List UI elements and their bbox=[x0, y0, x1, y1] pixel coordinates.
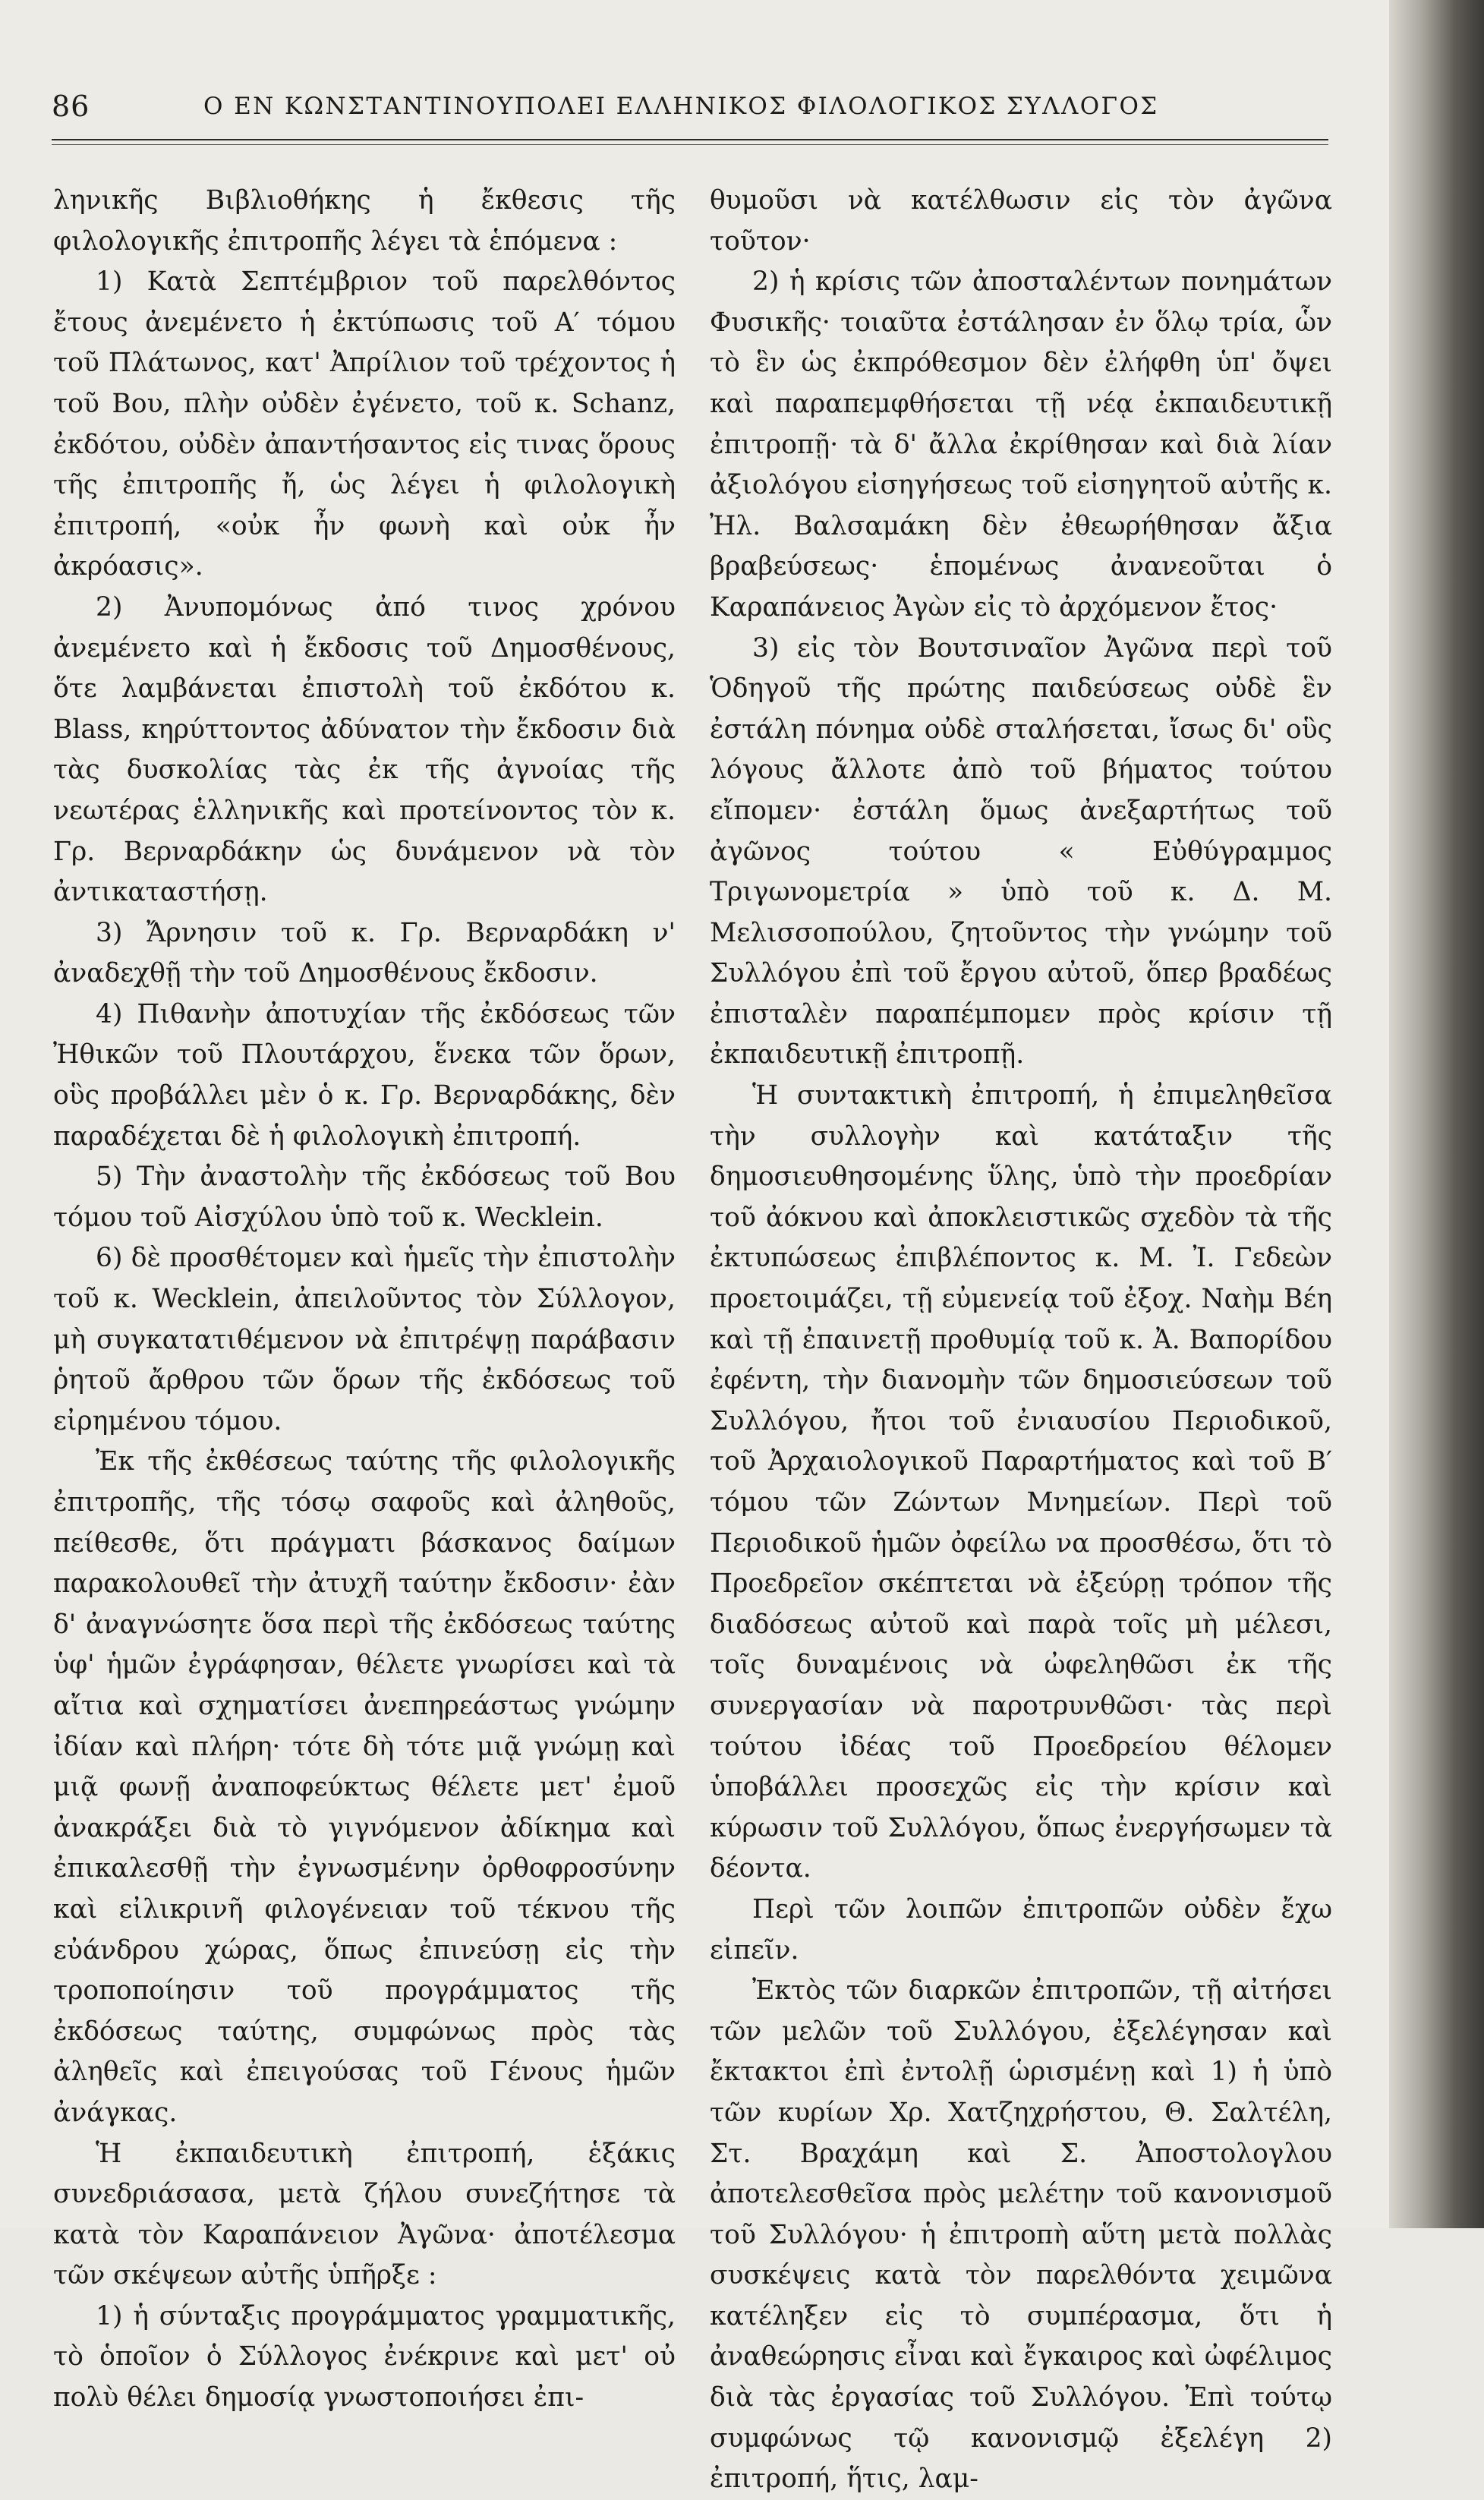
paragraph: θυμοῦσι νὰ κατέλθωσιν εἰς τὸν ἀγῶνα τοῦτον· bbox=[710, 185, 1332, 257]
paragraph: Ἐκτὸς τῶν διαρκῶν ἐπιτροπῶν, τῇ αἰτήσει τῶν μελῶν τοῦ Συλλόγου, ἐξελέγησαν καὶ ἔκτακτοι ἐπὶ ἐντολῇ ὡρισμένῃ καὶ 1) ἡ ὑπὸ τῶν κυρίων Χρ. Χατζηχρήστου, Θ. Σαλτέλη, Στ. Βραχάμη καὶ Σ. Ἀποστολογλου ἀποτελεσθεῖσα πρὸς μελέτην τοῦ κανονισμοῦ τοῦ Συλλόγου· ἡ ἐπιτροπὴ αὕτη μετὰ πολλὰς συσκέψεις κατὰ τὸν παρελθόντα χειμῶνα κατέληξεν εἰς τὸ συμπέρασμα, ὅτι ἡ ἀναθεώρησις εἶναι καὶ ἔγκαιρος καὶ ὠφέλιμος διὰ τὰς ἐργασίας τοῦ Συλλόγου. Ἐπὶ τούτῳ συμφώνως τῷ κανονισμῷ ἐξελέγη 2) ἐπιτροπή, ἥτις, λαμ- bbox=[710, 1975, 1332, 2495]
paragraph: Ἡ συντακτικὴ ἐπιτροπή, ἡ ἐπιμεληθεῖσα τὴν συλλογὴν καὶ κατάταξιν τῆς δημοσιευθησομένης ὕλης, ὑπὸ τὴν προεδρίαν τοῦ ἀόκνου καὶ ἀποκλειστικῶς σχεδὸν τὰ τῆς ἐκτυπώσεως ἐπιβλέποντος κ. Μ. Ἰ. Γεδεὼν προετοιμάζει, τῇ εὐμενείᾳ τοῦ ἐξοχ. Ναὴμ Βέη καὶ τῇ ἐπαινετῇ προθυμίᾳ τοῦ κ. Ἀ. Βαπορίδου ἐφέντη, τὴν διανομὴν τῶν δημοσιεύσεων τοῦ Συλλόγου, ἤτοι τοῦ ἐνιαυσίου Περιοδικοῦ, τοῦ Ἀρχαιολογικοῦ Παραρτήματος καὶ τοῦ Β′ τόμου τῶν Ζώντων Μνημείων. Περὶ τοῦ Περιοδικοῦ ἡμῶν ὀφείλω να προσθέσω, ὅτι τὸ Προεδρεῖον σκέπτεται νὰ ἐξεύρῃ τρόπον τῆς διαδόσεως αὐτοῦ καὶ παρὰ τοῖς μὴ μέλεσι, τοῖς δυναμένοις νὰ ὠφεληθῶσι ἐκ τῆς συνεργασίαν νὰ παροτρυνθῶσι· τὰς περὶ τούτου ἰδέας τοῦ Προεδρείου θέλομεν ὑποβάλλει προσεχῶς εἰς τὴν κρίσιν καὶ κύρωσιν τοῦ Συλλόγου, ὅπως ἐνεργήσωμεν τὰ δέοντα. bbox=[710, 1080, 1332, 1884]
paragraph: 4) Πιθανὴν ἀποτυχίαν τῆς ἐκδόσεως τῶν Ἠθικῶν τοῦ Πλουτάρχου, ἕνεκα τῶν ὅρων, οὓς προβάλλει μὲν ὁ κ. Γρ. Βερναρδάκης, δὲν παραδέχεται δὲ ἡ φιλολογικὴ ἐπιτροπή. bbox=[53, 998, 676, 1152]
right-column bbox=[710, 181, 1332, 2500]
paragraph: Ἐκ τῆς ἐκθέσεως ταύτης τῆς φιλολογικῆς ἐπιτροπῆς, τῆς τόσῳ σαφοῦς καὶ ἀληθοῦς, πείθεσθε, ὅτι πράγματι βάσκανος δαίμων παρακολουθεῖ τὴν ἀτυχῆ ταύτην ἔκδοσιν· ἐὰν δ' ἀναγνώσητε ὅσα περὶ τῆς ἐκδόσεως ταύτης ὑφ' ἡμῶν ἐγράφησαν, θέλετε γνωρίσει καὶ τὰ αἴτια καὶ σχηματίσει ἀνεπηρεάστως γνώμην ἰδίαν καὶ πλήρη· τότε δὴ τότε μιᾷ γνώμῃ καὶ μιᾷ φωνῇ ἀναποφεύκτως θέλετε μετ' ἐμοῦ ἀνακράξει διὰ τὸ γιγνόμενον ἀδίκημα καὶ ἐπικαλεσθῇ τὴν ἐγνωσμένην ὀρθοφροσύνην καὶ εἰλικρινῆ φιλογένειαν τοῦ τέκνου τῆς εὐάνδρου χώρας, ὅπως ἐπινεύσῃ εἰς τὴν τροποποίησιν τοῦ προγράμματος τῆς ἐκδόσεως ταύτης, συμφώνως πρὸς τὰς ἀληθεῖς καὶ ἐπειγούσας τοῦ Γένους ἡμῶν ἀνάγκας. bbox=[53, 1446, 676, 2128]
paragraph: 6) δὲ προσθέτομεν καὶ ἡμεῖς τὴν ἐπιστολὴν τοῦ κ. Wecklein, ἀπειλοῦντος τὸν Σύλλογον, μὴ συγκατατιθέμενον νὰ ἐπιτρέψῃ παράβασιν ῥητοῦ ἄρθρου τῶν ὅρων τῆς ἐκδόσεως τοῦ εἰρημένου τόμου. bbox=[53, 1243, 676, 1436]
paragraph: 3) εἰς τὸν Βουτσιναῖον Ἀγῶνα περὶ τοῦ Ὁδηγοῦ τῆς πρώτης παιδεύσεως οὐδὲ ἓν ἐστάλη πόνημα οὐδὲ σταλήσεται, ἴσως δι' οὓς λόγους ἄλλοτε ἀπὸ τοῦ βήματος τούτου εἴπομεν· ἐστάλη ὅμως ἀνεξαρτήτως τοῦ ἀγῶνος τούτου « Εὐθύγραμμος Τριγωνομετρία » ὑπὸ τοῦ κ. Δ. Μ. Μελισσοπούλου, ζητοῦντος τὴν γνώμην τοῦ Συλλόγου ἐπὶ τοῦ ἔργου αὐτοῦ, ὅπερ βραδέως ἐπισταλὲν παραπέμπομεν πρὸς κρίσιν τῇ ἐκπαιδευτικῇ ἐπιτροπῇ. bbox=[710, 632, 1332, 1070]
paragraph: Περὶ τῶν λοιπῶν ἐπιτροπῶν οὐδὲν ἔχω εἰπεῖν. bbox=[710, 1893, 1332, 1966]
paragraph: Ἡ ἐκπαιδευτικὴ ἐπιτροπή, ἑξάκις συνεδριάσασα, μετὰ ζήλου συνεζήτησε τὰ κατὰ τὸν Καραπάνειον Ἀγῶνα· ἀποτέλεσμα τῶν σκέψεων αὐτῆς ὑπῆρξε : bbox=[53, 2138, 676, 2291]
journal-title: Ο ΕΝ ΚΩΝΣΤΑΝΤΙΝΟΥΠΟΛΕΙ ΕΛΛΗΝΙΚΟΣ ΦΙΛΟΛΟΓΙΚΟΣ ΣΥΛΛΟΓΟΣ bbox=[203, 93, 1159, 120]
paragraph: 3) Ἄρνησιν τοῦ κ. Γρ. Βερναρδάκη ν' ἀναδεχθῇ τὴν τοῦ Δημοσθένους ἔκδοσιν. bbox=[53, 917, 676, 989]
left-column bbox=[53, 181, 676, 2419]
paragraph: 2) Ἀνυπομόνως ἀπό τινος χρόνου ἀνεμένετο καὶ ἡ ἔκδοσις τοῦ Δημοσθένους, ὅτε λαμβάνεται ἐπιστολὴ τοῦ ἐκδότου κ. Blass, κηρύττοντος ἀδύνατον τὴν ἔκδοσιν διὰ τὰς δυσκολίας τὰς ἐκ τῆς ἀγνοίας τῆς νεωτέρας ἑλληνικῆς καὶ προτείνοντος τὸν κ. Γρ. Βερναρδάκην ὡς δυνάμενον νὰ τὸν ἀντικαταστήσῃ. bbox=[53, 591, 676, 908]
page-number: 86 bbox=[52, 90, 90, 123]
header-rule bbox=[52, 139, 1328, 140]
paragraph: ληνικῆς Βιβλιοθήκης ἡ ἔκθεσις τῆς φιλολογικῆς ἐπιτροπῆς λέγει τὰ ἑπόμενα : bbox=[53, 185, 676, 257]
page-gutter-shadow bbox=[1389, 0, 1484, 2228]
header-rule-thin bbox=[52, 144, 1328, 145]
paragraph: 5) Τὴν ἀναστολὴν τῆς ἐκδόσεως τοῦ Βου τόμου τοῦ Αἰσχύλου ὑπὸ τοῦ κ. Wecklein. bbox=[53, 1162, 676, 1233]
running-head bbox=[52, 90, 1327, 135]
paragraph: 1) ἡ σύνταξις προγράμματος γραμματικῆς, τὸ ὁποῖον ὁ Σύλλογος ἐνέκρινε καὶ μετ' οὐ πολὺ θέλει δημοσίᾳ γνωστοποιήσει ἐπι- bbox=[53, 2300, 676, 2413]
paragraph: 2) ἡ κρίσις τῶν ἀποσταλέντων πονημάτων Φυσικῆς· τοιαῦτα ἐστάλησαν ἐν ὅλῳ τρία, ὧν τὸ ἓν ὡς ἐκπρόθεσμον δὲν ἐλήφθη ὑπ' ὄψει καὶ παραπεμφθήσεται τῇ νέᾳ ἐκπαιδευτικῇ ἐπιτροπῇ· τὰ δ' ἄλλα ἐκρίθησαν καὶ διὰ λίαν ἀξιολόγου εἰσηγήσεως τοῦ εἰσηγητοῦ αὐτῆς κ. Ἠλ. Βαλσαμάκη δὲν ἐθεωρήθησαν ἄξια βραβεύσεως· ἑπομένως ἀνανεοῦται ὁ Καραπάνειος Ἀγὼν εἰς τὸ ἀρχόμενον ἔτος· bbox=[710, 266, 1332, 623]
paragraph: 1) Κατὰ Σεπτέμβριον τοῦ παρελθόντος ἔτους ἀνεμένετο ἡ ἐκτύπωσις τοῦ Α′ τόμου τοῦ Πλάτωνος, κατ' Ἀπρίλιον τοῦ τρέχοντος ἡ τοῦ Βου, πλὴν οὐδὲν ἐγένετο, τοῦ κ. Schanz, ἐκδότου, οὐδὲν ἀπαντήσαντος εἰς τινας ὅρους τῆς ἐπιτροπῆς ἤ, ὡς λέγει ἡ φιλολογικὴ ἐπιτροπή, «οὐκ ἦν φωνὴ καὶ οὐκ ἦν ἀκρόασις». bbox=[53, 266, 676, 582]
